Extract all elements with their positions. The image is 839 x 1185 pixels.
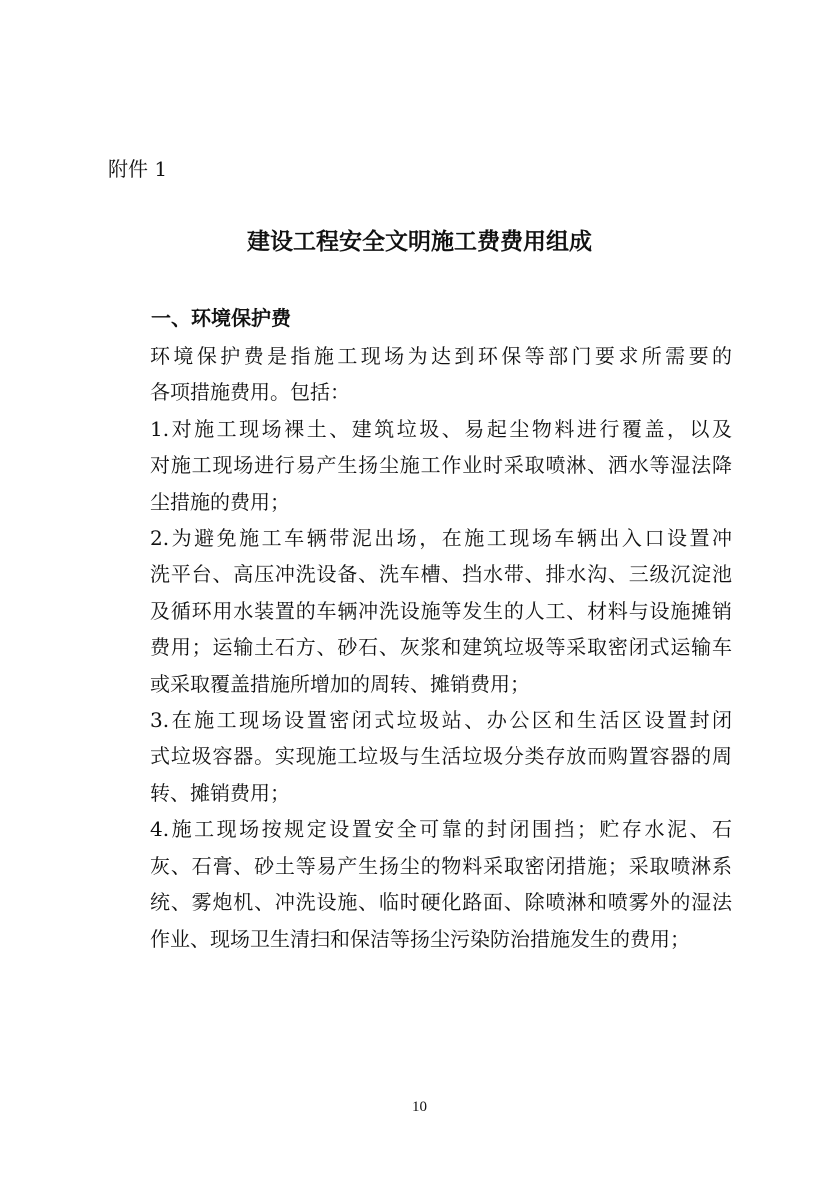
document-body bbox=[108, 338, 732, 957]
paragraph-line: 各项措施费用。包括： bbox=[150, 380, 350, 405]
paragraph-item-1 bbox=[108, 411, 732, 520]
paragraph-line: 转、摊销费用； bbox=[150, 780, 290, 805]
paragraph-line: 统、雾炮机、冲洗设施、临时硬化路面、除喷淋和喷雾外的湿法 bbox=[150, 890, 732, 915]
paragraph-line: 3.在施工现场设置密闭式垃圾站、办公区和生活区设置封闭 bbox=[150, 708, 732, 733]
paragraph-line: 尘措施的费用； bbox=[150, 489, 290, 514]
paragraph-line: 环境保护费是指施工现场为达到环保等部门要求所需要的 bbox=[150, 344, 732, 368]
page-number: 10 bbox=[412, 1099, 427, 1115]
paragraph-line: 1.对施工现场裸土、建筑垃圾、易起尘物料进行覆盖，以及 bbox=[150, 416, 732, 441]
paragraph-line: 式垃圾容器。实现施工垃圾与生活垃圾分类存放而购置容器的周 bbox=[150, 744, 732, 769]
paragraph-line: 对施工现场进行易产生扬尘施工作业时采取喷淋、洒水等湿法降 bbox=[150, 453, 732, 478]
paragraph-line: 4.施工现场按规定设置安全可靠的封闭围挡；贮存水泥、石 bbox=[150, 817, 732, 842]
paragraph-item-3 bbox=[108, 702, 732, 811]
paragraph-line: 或采取覆盖措施所增加的周转、摊销费用； bbox=[150, 671, 530, 696]
paragraph-item-4 bbox=[108, 811, 732, 957]
paragraph-intro bbox=[108, 338, 732, 411]
paragraph-line: 费用；运输土石方、砂石、灰浆和建筑垃圾等采取密闭式运输车 bbox=[150, 635, 732, 660]
paragraph-line: 灰、石膏、砂土等易产生扬尘的物料采取密闭措施；采取喷淋系 bbox=[150, 853, 732, 878]
paragraph-line: 及循环用水装置的车辆冲洗设施等发生的人工、材料与设施摊销 bbox=[150, 598, 732, 623]
paragraph-line: 洗平台、高压冲洗设备、洗车槽、挡水带、排水沟、三级沉淀池 bbox=[150, 562, 732, 587]
section-heading: 一、环境保护费 bbox=[151, 306, 291, 330]
attachment-label: 附件 1 bbox=[108, 157, 168, 181]
paragraph-item-2 bbox=[108, 520, 732, 702]
paragraph-line: 2.为避免施工车辆带泥出场，在施工现场车辆出入口设置冲 bbox=[150, 526, 732, 551]
document-title: 建设工程安全文明施工费费用组成 bbox=[247, 228, 592, 255]
paragraph-line: 作业、现场卫生清扫和保洁等扬尘污染防治措施发生的费用； bbox=[150, 926, 690, 951]
